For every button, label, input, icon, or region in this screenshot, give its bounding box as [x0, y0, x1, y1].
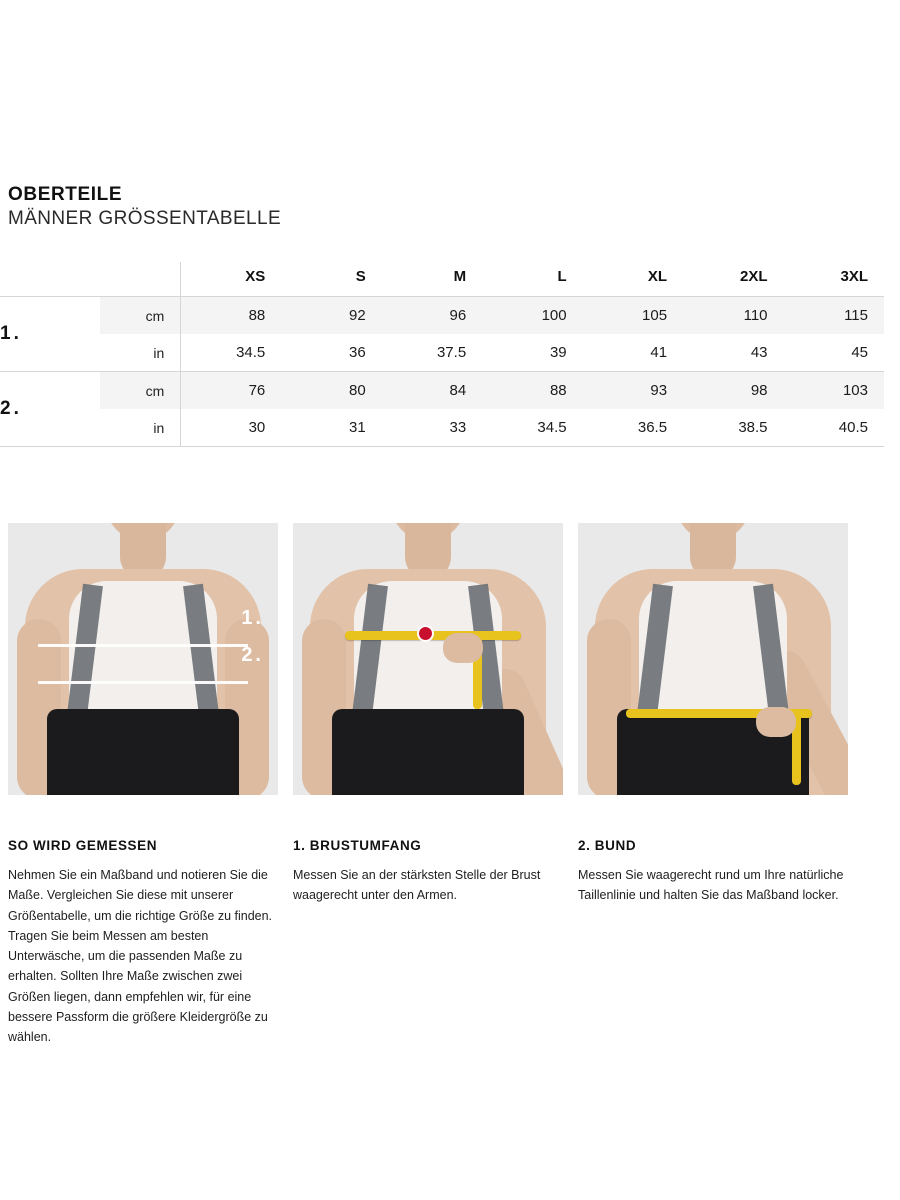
- value-cell: 110: [683, 297, 783, 334]
- value-cell: 36.5: [583, 409, 683, 446]
- section-heading: SO WIRD GEMESSEN: [8, 838, 158, 853]
- torso-illustration: [578, 523, 848, 795]
- page-title: [8, 183, 281, 231]
- measure-overview-photo: [8, 523, 278, 795]
- value-cell: 92: [281, 297, 381, 334]
- table-row: [0, 297, 884, 334]
- table-corner-spacer: [0, 262, 100, 296]
- waist-measure-line: [38, 681, 248, 684]
- size-header-xl: XL: [647, 267, 668, 285]
- value-cell: 88: [482, 372, 582, 409]
- photo-row: [0, 523, 900, 795]
- unit-cell: in: [100, 409, 180, 446]
- table-row: [0, 372, 884, 409]
- size-table: [0, 262, 884, 447]
- value-cell: 34.5: [181, 334, 281, 371]
- value-cell: 34.5: [482, 409, 582, 446]
- table-row: [0, 409, 884, 446]
- torso-illustration: [293, 523, 563, 795]
- size-header-xs: XS: [181, 262, 281, 296]
- page-title-sub: MÄNNER GRÖSSENTABELLE: [8, 207, 282, 229]
- section-body: Messen Sie an der stärksten Stelle der Brust waagerecht unter den Armen.: [293, 868, 541, 903]
- value-cell: 43: [683, 334, 783, 371]
- chest-measure-line: [38, 644, 248, 647]
- measure-label-2: 2.: [241, 644, 264, 666]
- value-cell: 39: [482, 334, 582, 371]
- measure-label-1: 1.: [241, 607, 264, 629]
- size-header-l: L: [557, 267, 567, 285]
- section-body: Messen Sie waagerecht rund um Ihre natürliche Taillenlinie und halten Sie das Maßband locker.: [578, 868, 844, 903]
- value-cell: 98: [683, 372, 783, 409]
- value-cell: 93: [583, 372, 683, 409]
- unit-cell: cm: [100, 372, 180, 409]
- value-cell: 105: [583, 297, 683, 334]
- page-title-main: OBERTEILE: [8, 184, 123, 205]
- measure-number-2: 2.: [0, 372, 100, 446]
- torso-illustration: [8, 523, 278, 795]
- hand: [443, 633, 483, 663]
- table-divider: [0, 446, 884, 447]
- value-cell: 37.5: [382, 334, 482, 371]
- unit-cell: in: [100, 334, 180, 371]
- value-cell: 76: [181, 372, 281, 409]
- value-cell: 103: [784, 372, 884, 409]
- waist-measure-photo: [578, 523, 848, 795]
- value-cell: 30: [181, 409, 281, 446]
- size-header-3xl: 3XL: [840, 267, 868, 285]
- chest-measure-photo: [293, 523, 563, 795]
- value-cell: 84: [382, 372, 482, 409]
- instruction-column-chest: [293, 838, 563, 1047]
- size-header-m: M: [453, 267, 467, 285]
- value-cell: 41: [583, 334, 683, 371]
- value-cell: 36: [281, 334, 381, 371]
- value-cell: 45: [784, 334, 884, 371]
- section-body: Nehmen Sie ein Maßband und notieren Sie die Maße. Vergleichen Sie diese mit unserer Größentabelle, um die richtige Größe zu finden. Tragen Sie beim Messen am besten Unterwäsche, um die passenden Maße zu erhalten. Sollten Ihre Maße zwischen zwei Größen liegen, dann empfehlen wir, für eine bessere Passform die größere Kleidergröße zu wählen.: [8, 868, 273, 1044]
- unit-header-spacer: [100, 262, 180, 296]
- measure-number-1: 1.: [0, 297, 100, 371]
- value-cell: 80: [281, 372, 381, 409]
- value-cell: 31: [281, 409, 381, 446]
- size-header-2xl: 2XL: [740, 267, 768, 285]
- value-cell: 115: [784, 297, 884, 334]
- instruction-column-waist: [578, 838, 848, 1047]
- table-row: [0, 334, 884, 371]
- unit-cell: cm: [100, 297, 180, 334]
- instruction-column-how-to-measure: [8, 838, 278, 1047]
- section-heading: 2. BUND: [578, 838, 637, 853]
- value-cell: 100: [482, 297, 582, 334]
- instructions-row: [0, 838, 900, 1047]
- section-heading: 1. BRUSTUMFANG: [293, 838, 422, 853]
- brand-logo-icon: [417, 625, 434, 642]
- size-header-s: S: [355, 267, 366, 285]
- value-cell: 38.5: [683, 409, 783, 446]
- hand: [756, 707, 796, 737]
- size-table-header-row: [0, 262, 884, 296]
- value-cell: 88: [181, 297, 281, 334]
- value-cell: 40.5: [784, 409, 884, 446]
- value-cell: 33: [382, 409, 482, 446]
- value-cell: 96: [382, 297, 482, 334]
